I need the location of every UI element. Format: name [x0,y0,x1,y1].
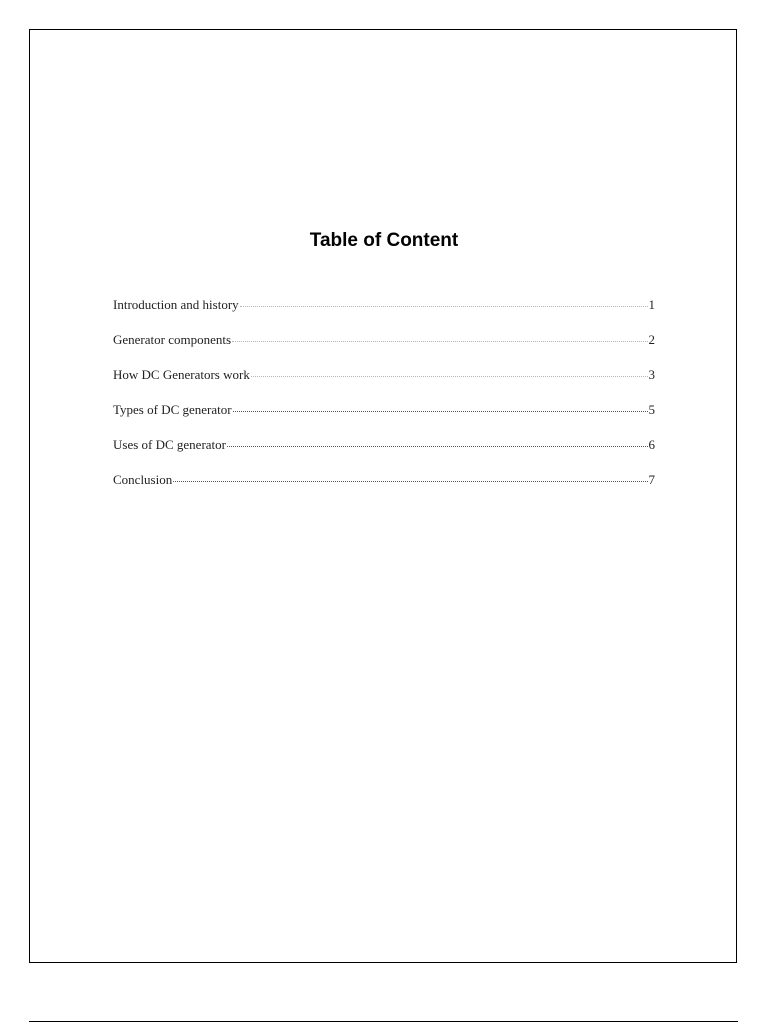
bottom-rule [29,1021,738,1022]
toc-entry[interactable] [113,437,655,472]
dot-leader [173,481,647,482]
toc-entry-page-number: 3 [648,367,655,382]
dot-leader [251,376,648,377]
toc-entry-label: Types of DC generator [113,402,232,417]
toc-entry-page-number: 1 [648,297,655,312]
toc-entry-page-number: 7 [648,472,655,487]
toc-entry-page-number: 6 [648,437,655,452]
toc-entry[interactable] [113,332,655,367]
toc-entry-label: Generator components [113,332,232,347]
toc-entry-page-number: 2 [648,332,655,347]
toc-title: Table of Content [309,230,459,251]
toc-entry-label: How DC Generators work [113,367,250,382]
toc-entry[interactable] [113,297,655,332]
toc-entry-label: Conclusion [113,472,173,487]
dot-leader [233,411,648,412]
toc-entry-label: Uses of DC generator [113,437,226,452]
dot-leader [227,446,648,447]
table-of-contents [113,297,655,507]
toc-entry-page-number: 5 [648,402,655,417]
toc-entry[interactable] [113,402,655,437]
toc-entry[interactable] [113,472,655,507]
toc-entry[interactable] [113,367,655,402]
dot-leader [232,341,647,342]
dot-leader [240,306,648,307]
toc-entry-label: Introduction and history [113,297,239,312]
